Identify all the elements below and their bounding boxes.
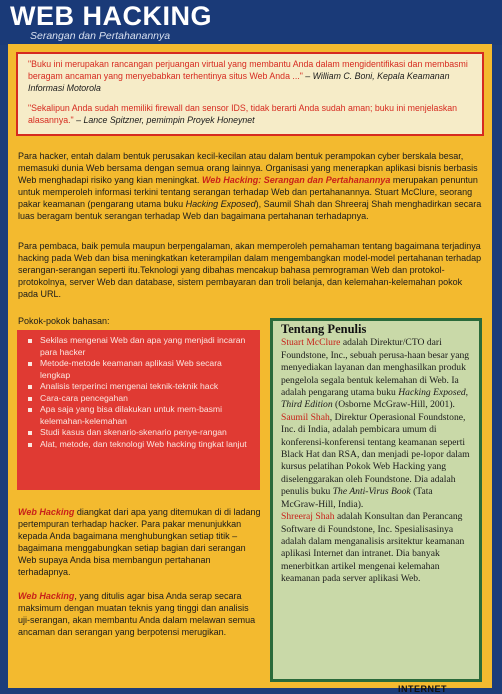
outro-paragraph-2 <box>18 590 262 638</box>
highlighted-book-title: Web Hacking <box>18 591 75 601</box>
author-bio <box>281 511 471 585</box>
quote-text: "Buku ini merupakan rancangan perjuangan virtual yang membantu Anda dalam mengidentifikasi dan membasmi beragam ancaman yang menyebabkan terhentinya situs Web Anda ..." <box>28 59 468 82</box>
intro-text: Para hacker, entah dalam bentuk perusakan kecil-kecilan atau dalam bentuk perampokan cyber berskala besar, memasuki dunia Web bersama dengan semua orang lainnya. Organisasi yang menerapkan aplikasi bisnis berbasis Web menghadapi risiko yang kian meningkat. <box>18 151 478 185</box>
intro-text: ), Saumil Shah dan Shreeraj Shah menghadirkan secara luas beragam bentuk serangan terhadap Web dan bagaimana pertahanan terhadapnya. <box>18 199 482 221</box>
header-band <box>0 0 502 45</box>
author-bio-text: , Direktur Operasional Foundstone, Inc. di India, adalah pembicara umum di konferensi-konferensi tentang keamanan seperti Black Hat dan RSA, dan menjadi pe-lopor dalam kursus pelatihan Pokok Web Hacking yang diselenggarakan oleh Foundstone. Dia adalah penulis buku <box>281 411 470 498</box>
topics-label: Pokok-pokok bahasan: <box>18 316 110 326</box>
book-reference: Hacking Exposed <box>185 199 256 209</box>
topic-item: Metode-metode keamanan aplikasi Web secara lengkap <box>27 358 254 381</box>
quote-text: "Sekalipun Anda sudah memiliki firewall dan sensor IDS, tidak berarti Anda sudah aman; buku ini menjelaskan alasannya." <box>28 102 458 125</box>
quote-attribution: – Lance Spitzner, pemimpin Proyek Honeynet <box>73 114 255 125</box>
topic-item: Sekilas mengenai Web dan apa yang menjadi incaran para hacker <box>27 335 254 358</box>
author-bio <box>281 337 471 411</box>
author-bio-text: adalah Direktur/CTO dari Foundstone, Inc., sebuah perusa-haan besar yang menyediakan layanan dan menghasilkan produk pengelola segala bentuk kelemahan di Web. Ia adalah pengarang utama buku <box>281 337 470 399</box>
book-reference: The Anti-Virus Book <box>332 486 411 498</box>
about-authors-title: Tentang Penulis <box>281 322 367 336</box>
book-subtitle: Serangan dan Pertahanannya <box>30 30 171 42</box>
author-bio-text: (Tata McGraw-Hill, India). <box>281 486 433 510</box>
topics-box <box>17 330 260 490</box>
endorsement-quote <box>28 58 474 95</box>
topic-item: Alat, metode, dan teknologi Web hacking tingkat lanjut <box>27 439 254 451</box>
topic-item: Studi kasus dan skenario-skenario penye-rangan <box>27 427 254 439</box>
outro-text: , yang ditulis agar bisa Anda serap secara maksimum dengan muatan teknis yang tinggi dan analisis uji-serangan, akan membantu Anda dalam melawan semua ancaman dan serangan yang berpotensi merugikan. <box>18 591 256 637</box>
intro-paragraph-2: Para pembaca, baik pemula maupun berpengalaman, akan memperoleh pemahaman tentang bagaimana terjadinya hacking pada Web dan bisa meningkatkan keterampilan dalam mengembangkan model-model pertahanan terhadap serangan-serangan seperti itu.Teknologi yang dibahas mencakup bahasa pemrograman Web dan protokol-protokolnya, server Web dan database, sistem pembayaran dan troli belanja, dan kelemahan-kelemahan pokok pada URL. <box>18 241 482 299</box>
publisher-category: INTERNET <box>398 684 447 694</box>
topic-item: Apa saja yang bisa dilakukan untuk mem-basmi kelemahan-kelemahan <box>27 404 254 427</box>
outro-paragraph <box>18 506 262 578</box>
intro-text: merupakan penuntun untuk memperoleh informasi terkini tentang serangan terhadap Web dan pertahanannya. Stuart McClure, seorang pakar keamanan (pengarang utama buku <box>18 175 478 209</box>
topic-item: Cara-cara pencegahan <box>27 393 254 405</box>
book-reference: Hacking Exposed, Third Edition <box>281 387 469 411</box>
author-name: Stuart McClure <box>281 337 341 349</box>
author-bio-text: adalah Konsultan dan Perancang Software di Foundstone, Inc. Spesialisasinya adalah dalam menganalisis arsitektur keamanan aplikasi Internet dan intranet. Dia banyak menerbitkan artikel mengenai kelemahan keamanan pada server aplikasi Web. <box>281 511 465 585</box>
about-authors-box <box>270 318 482 682</box>
topics-list <box>27 335 254 450</box>
endorsement-box <box>16 52 484 136</box>
endorsement-quote <box>28 102 474 126</box>
highlighted-book-title: Web Hacking: Serangan dan Pertahanannya <box>201 175 391 185</box>
quote-attribution: – William C. Boni, Kepala Keamanan Informasi Motorola <box>28 71 450 94</box>
author-bio <box>281 412 471 511</box>
author-bio-text: (Osborne McGraw-Hill, 2001). <box>332 399 455 411</box>
highlighted-book-title: Web Hacking <box>18 507 75 517</box>
topic-item: Analisis terperinci mengenai teknik-teknik hack <box>27 381 254 393</box>
outro-text: diangkat dari apa yang ditemukan di di ladang pertempuran terhadap hacker. Para pakar menunjukkan kepada Anda bagaimana menghubungkan setiap titik – bagaimana menggabungkan setiap bagian dari serangan Web supaya Anda bisa membangun pertahanan terhadapnya. <box>18 507 261 577</box>
book-title: WEB HACKING <box>10 1 212 31</box>
author-name: Saumil Shah <box>281 411 330 423</box>
author-name: Shreeraj Shah <box>281 511 335 523</box>
intro-paragraph <box>18 150 482 222</box>
